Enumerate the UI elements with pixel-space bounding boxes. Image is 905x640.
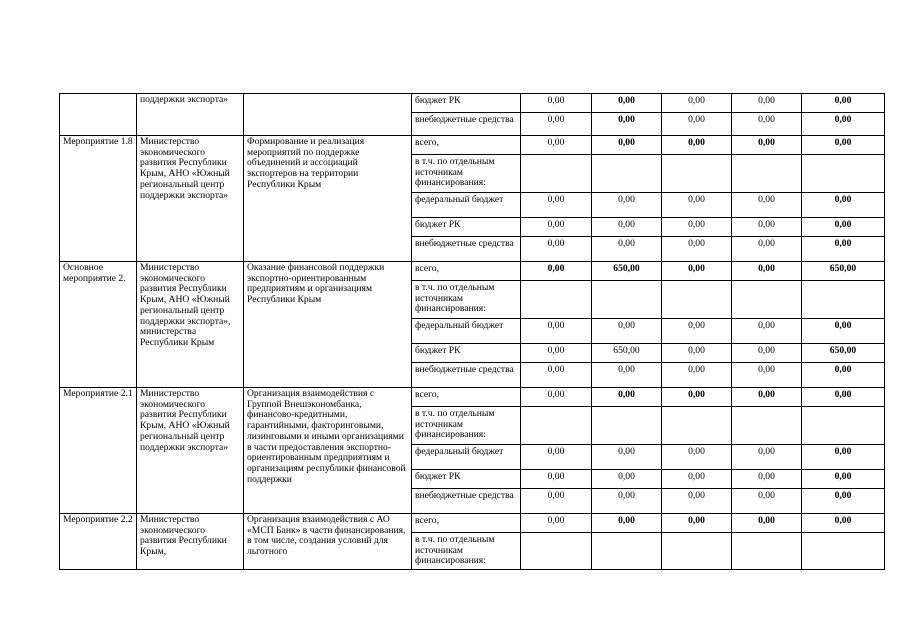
amount-cell: 0,00 (732, 445, 802, 470)
funding-table (59, 93, 885, 570)
funding-source: внебюджетные средства (412, 113, 521, 136)
funding-source: федеральный бюджет (412, 193, 521, 218)
funding-source: бюджет РК (412, 94, 521, 113)
amount-cell: 650,00 (802, 344, 885, 363)
amount-cell: 0,00 (732, 262, 802, 281)
amount-cell: 0,00 (802, 193, 885, 218)
event-description: Формирование и реализация мероприятий по поддержке объединений и ассоциаций экспортеров на территории Республики Крым (244, 136, 412, 262)
event-label: Мероприятие 2.1 (60, 388, 137, 514)
amount-cell (732, 281, 802, 319)
amount-cell: 0,00 (521, 193, 592, 218)
funding-source: в т.ч. по отдельным источникам финансирования: (412, 407, 521, 445)
amount-cell: 0,00 (662, 514, 732, 533)
amount-cell: 0,00 (592, 136, 662, 155)
amount-cell: 0,00 (662, 136, 732, 155)
amount-cell (732, 155, 802, 193)
funding-source: федеральный бюджет (412, 319, 521, 344)
amount-cell: 0,00 (662, 113, 732, 136)
funding-source: в т.ч. по отдельным источникам финансирования: (412, 533, 521, 570)
responsible-org: поддержки экспорта» (137, 94, 244, 136)
table-row (60, 94, 885, 113)
amount-cell: 0,00 (662, 237, 732, 262)
amount-cell: 650,00 (592, 262, 662, 281)
amount-cell: 0,00 (732, 489, 802, 514)
amount-cell: 0,00 (662, 445, 732, 470)
amount-cell: 0,00 (521, 136, 592, 155)
event-description: Организация взаимодействия с АО «МСП Банк» в части финансирования, в том числе, создания условий для льготного (244, 514, 412, 570)
amount-cell: 0,00 (662, 193, 732, 218)
amount-cell (802, 533, 885, 570)
amount-cell: 0,00 (662, 489, 732, 514)
amount-cell: 0,00 (521, 489, 592, 514)
amount-cell: 0,00 (592, 113, 662, 136)
funding-source: в т.ч. по отдельным источникам финансирования: (412, 155, 521, 193)
amount-cell: 0,00 (592, 193, 662, 218)
amount-cell (662, 281, 732, 319)
event-label (60, 94, 137, 136)
event-description: Оказание финансовой поддержки экспортно-ориентированным предприятиям и организациям Республики Крым (244, 262, 412, 388)
funding-source: всего, (412, 388, 521, 407)
amount-cell (592, 533, 662, 570)
table-row (60, 262, 885, 281)
amount-cell: 650,00 (592, 344, 662, 363)
funding-source: всего, (412, 262, 521, 281)
funding-source: бюджет РК (412, 344, 521, 363)
amount-cell: 0,00 (592, 514, 662, 533)
amount-cell: 0,00 (592, 218, 662, 237)
amount-cell: 0,00 (521, 363, 592, 388)
responsible-org: Министерство экономического развития Республики Крым, (137, 514, 244, 570)
amount-cell: 0,00 (802, 489, 885, 514)
amount-cell (592, 407, 662, 445)
amount-cell: 0,00 (662, 262, 732, 281)
funding-source: бюджет РК (412, 218, 521, 237)
amount-cell: 0,00 (592, 319, 662, 344)
amount-cell: 650,00 (802, 262, 885, 281)
responsible-org: Министерство экономического развития Республики Крым, АНО «Южный региональный центр поддержки экспорта», министерства Республики Крым (137, 262, 244, 388)
responsible-org: Министерство экономического развития Республики Крым, АНО «Южный региональный центр поддержки экспорта» (137, 136, 244, 262)
amount-cell: 0,00 (662, 363, 732, 388)
amount-cell: 0,00 (521, 470, 592, 489)
amount-cell: 0,00 (732, 113, 802, 136)
amount-cell (521, 533, 592, 570)
funding-source: бюджет РК (412, 470, 521, 489)
amount-cell: 0,00 (521, 262, 592, 281)
amount-cell: 0,00 (802, 388, 885, 407)
amount-cell: 0,00 (802, 94, 885, 113)
amount-cell (732, 407, 802, 445)
event-label: Мероприятие 1.8 (60, 136, 137, 262)
amount-cell: 0,00 (662, 94, 732, 113)
amount-cell: 0,00 (802, 445, 885, 470)
amount-cell: 0,00 (521, 344, 592, 363)
amount-cell (732, 533, 802, 570)
amount-cell: 0,00 (802, 136, 885, 155)
amount-cell (662, 155, 732, 193)
amount-cell: 0,00 (662, 388, 732, 407)
amount-cell: 0,00 (732, 193, 802, 218)
amount-cell: 0,00 (521, 445, 592, 470)
event-label: Основное мероприятие 2. (60, 262, 137, 388)
amount-cell: 0,00 (521, 218, 592, 237)
amount-cell: 0,00 (592, 445, 662, 470)
amount-cell: 0,00 (732, 344, 802, 363)
amount-cell: 0,00 (802, 319, 885, 344)
amount-cell (802, 281, 885, 319)
amount-cell: 0,00 (521, 319, 592, 344)
amount-cell: 0,00 (802, 470, 885, 489)
amount-cell: 0,00 (732, 94, 802, 113)
amount-cell: 0,00 (662, 218, 732, 237)
table-row (60, 514, 885, 533)
amount-cell: 0,00 (592, 363, 662, 388)
funding-source: внебюджетные средства (412, 237, 521, 262)
amount-cell (592, 155, 662, 193)
amount-cell (521, 155, 592, 193)
funding-source: всего, (412, 136, 521, 155)
amount-cell: 0,00 (592, 470, 662, 489)
event-description (244, 94, 412, 136)
amount-cell (662, 533, 732, 570)
amount-cell: 0,00 (521, 113, 592, 136)
amount-cell: 0,00 (592, 388, 662, 407)
amount-cell: 0,00 (521, 237, 592, 262)
amount-cell (802, 407, 885, 445)
funding-source: внебюджетные средства (412, 489, 521, 514)
amount-cell: 0,00 (732, 319, 802, 344)
amount-cell: 0,00 (802, 514, 885, 533)
amount-cell: 0,00 (732, 363, 802, 388)
amount-cell: 0,00 (802, 237, 885, 262)
amount-cell: 0,00 (732, 514, 802, 533)
funding-source: всего, (412, 514, 521, 533)
amount-cell: 0,00 (521, 388, 592, 407)
amount-cell: 0,00 (802, 363, 885, 388)
amount-cell (592, 281, 662, 319)
amount-cell: 0,00 (732, 470, 802, 489)
amount-cell: 0,00 (521, 514, 592, 533)
funding-source: внебюджетные средства (412, 363, 521, 388)
amount-cell (802, 155, 885, 193)
table-row (60, 388, 885, 407)
amount-cell: 0,00 (732, 136, 802, 155)
amount-cell (662, 407, 732, 445)
responsible-org: Министерство экономического развития Республики Крым, АНО «Южный региональный центр поддержки экспорта» (137, 388, 244, 514)
event-label: Мероприятие 2.2 (60, 514, 137, 570)
amount-cell: 0,00 (662, 319, 732, 344)
amount-cell: 0,00 (802, 113, 885, 136)
amount-cell: 0,00 (592, 94, 662, 113)
funding-source: в т.ч. по отдельным источникам финансирования: (412, 281, 521, 319)
amount-cell (521, 281, 592, 319)
amount-cell: 0,00 (732, 218, 802, 237)
amount-cell: 0,00 (732, 388, 802, 407)
amount-cell: 0,00 (592, 237, 662, 262)
amount-cell: 0,00 (662, 344, 732, 363)
table-row (60, 136, 885, 155)
amount-cell (521, 407, 592, 445)
amount-cell: 0,00 (592, 489, 662, 514)
amount-cell: 0,00 (802, 218, 885, 237)
amount-cell: 0,00 (662, 470, 732, 489)
amount-cell: 0,00 (521, 94, 592, 113)
funding-source: федеральный бюджет (412, 445, 521, 470)
amount-cell: 0,00 (732, 237, 802, 262)
event-description: Организация взаимодействия с Группой Внешэкономбанка, финансово-кредитными, гарантийными, факторинговыми, лизинговыми и иными организациями в части предоставления экспортно-ориентированным предприятиям и организациям республики финансовой поддержки (244, 388, 412, 514)
